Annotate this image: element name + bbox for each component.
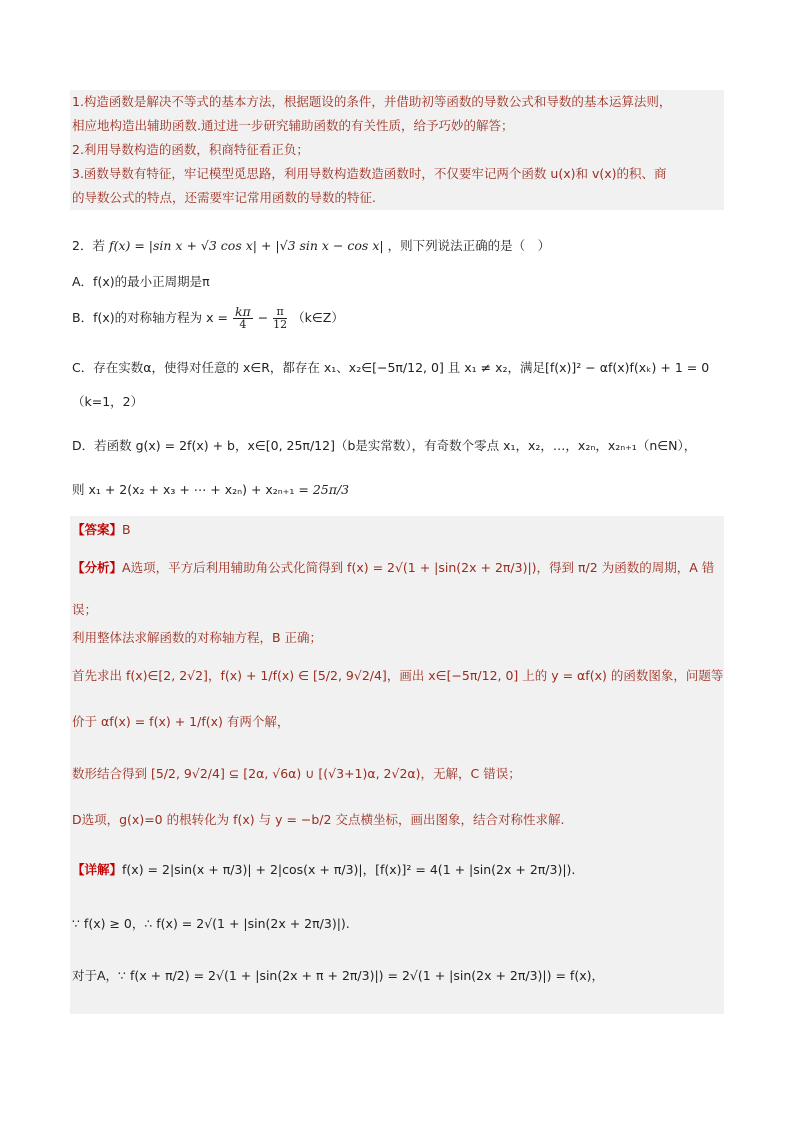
option-c-line-1: C．存在实数α，使得对任意的 x∈R，都存在 x₁、x₂∈[−5π/12, 0] 且 x₁ ≠ x₂，满足[f(x)]² − αf(x)f(xₖ) + 1 = 0 — [72, 360, 710, 375]
answer-tag: 【答案】 — [72, 522, 123, 537]
fraction-kpi-4: $\frac{k\pi}{4}$ — [234, 304, 251, 331]
question-stem: 2．若 f(x) = |sin x + √3 cos x| + |√3 sin x − cos x| ，则下列说法正确的是（ ） — [72, 238, 551, 253]
analysis-line-7: D选项，g(x)=0 的根转化为 f(x) 与 y = −b/2 交点横坐标，画出图象，结合对称性求解. — [72, 812, 565, 827]
analysis-line-1: 【分析】A选项，平方后利用辅助角公式化简得到 f(x) = 2√(1 + |sin(2x + 2π/3)|)，得到 π/2 为函数的周期，A 错 — [72, 560, 715, 575]
option-d-line-2: 则 x₁ + 2(x₂ + x₃ + ⋯ + x₂ₙ) + x₂ₙ₊₁ = 25π/3 — [72, 482, 350, 497]
analysis-tag: 【分析】 — [72, 560, 123, 575]
solution-box — [70, 516, 724, 1014]
analysis-line-3: 利用整体法求解函数的对称轴方程，B 正确； — [72, 630, 323, 645]
option-c-line-2: （k=1，2） — [72, 394, 144, 409]
option-d-line-1: D．若函数 g(x) = 2f(x) + b，x∈[0, 25π/12]（b是实常数），有奇数个零点 x₁，x₂，…，x₂ₙ，x₂ₙ₊₁（n∈N）， — [72, 438, 697, 453]
detail-line-2: ∵ f(x) ≥ 0，∴ f(x) = 2√(1 + |sin(2x + 2π/3)|). — [72, 916, 350, 931]
detail-line-1: 【详解】f(x) = 2|sin(x + π/3)| + 2|cos(x + π/3)|，[f(x)]² = 4(1 + |sin(2x + 2π/3)|). — [72, 862, 576, 877]
tip-line-1: 1.构造函数是解决不等式的基本方法，根据题设的条件，并借助初等函数的导数公式和导数的基本运算法则， — [72, 94, 672, 109]
tip-line-5: 的导数公式的特点，还需要牢记常用函数的导数的特征. — [72, 190, 376, 205]
analysis-line-6: 数形结合得到 [5/2, 9√2/4] ⊆ [2α, √6α) ∪ [(√3+1)α, 2√2α)，无解，C 错误； — [72, 766, 521, 781]
analysis-line-2: 误； — [72, 602, 98, 617]
fraction-pi-12: $\frac{\pi}{12}$ — [273, 305, 288, 331]
tip-line-3: 2.利用导数构造的函数，积商特征看正负； — [72, 142, 309, 157]
stem-formula: f(x) = |sin x + √3 cos x| + |√3 sin x − cos x| — [108, 238, 384, 253]
detail-line-3: 对于A，∵ f(x + π/2) = 2√(1 + |sin(2x + π + 2π/3)|) = 2√(1 + |sin(2x + 2π/3)|) = f(x)， — [72, 968, 604, 983]
tip-line-4: 3.函数导数有特征，牢记模型觅思路，利用导数构造数造函数时，不仅要牢记两个函数 u(x)和 v(x)的积、商 — [72, 166, 667, 181]
option-a: A．f(x)的最小正周期是π — [72, 274, 210, 289]
analysis-line-5: 价于 αf(x) = f(x) + 1/f(x) 有两个解， — [72, 714, 290, 729]
option-d-value: 25π/3 — [312, 482, 350, 497]
tip-line-2: 相应地构造出辅助函数.通过进一步研究辅助函数的有关性质，给予巧妙的解答； — [72, 118, 514, 133]
method-tips-box — [70, 90, 724, 210]
detail-tag: 【详解】 — [72, 862, 123, 877]
answer-value: B — [122, 522, 131, 537]
option-b: B．f(x)的对称轴方程为 x = $\frac{k\pi}{4}$ − $\frac{\pi}{12}$ （k∈Z） — [72, 304, 344, 331]
answer-line — [72, 520, 131, 538]
analysis-line-4: 首先求出 f(x)∈[2, 2√2]，f(x) + 1/f(x) ∈ [5/2, 9√2/4]，画出 x∈[−5π/12, 0] 上的 y = αf(x) 的函数图象，问题等 — [72, 668, 724, 683]
